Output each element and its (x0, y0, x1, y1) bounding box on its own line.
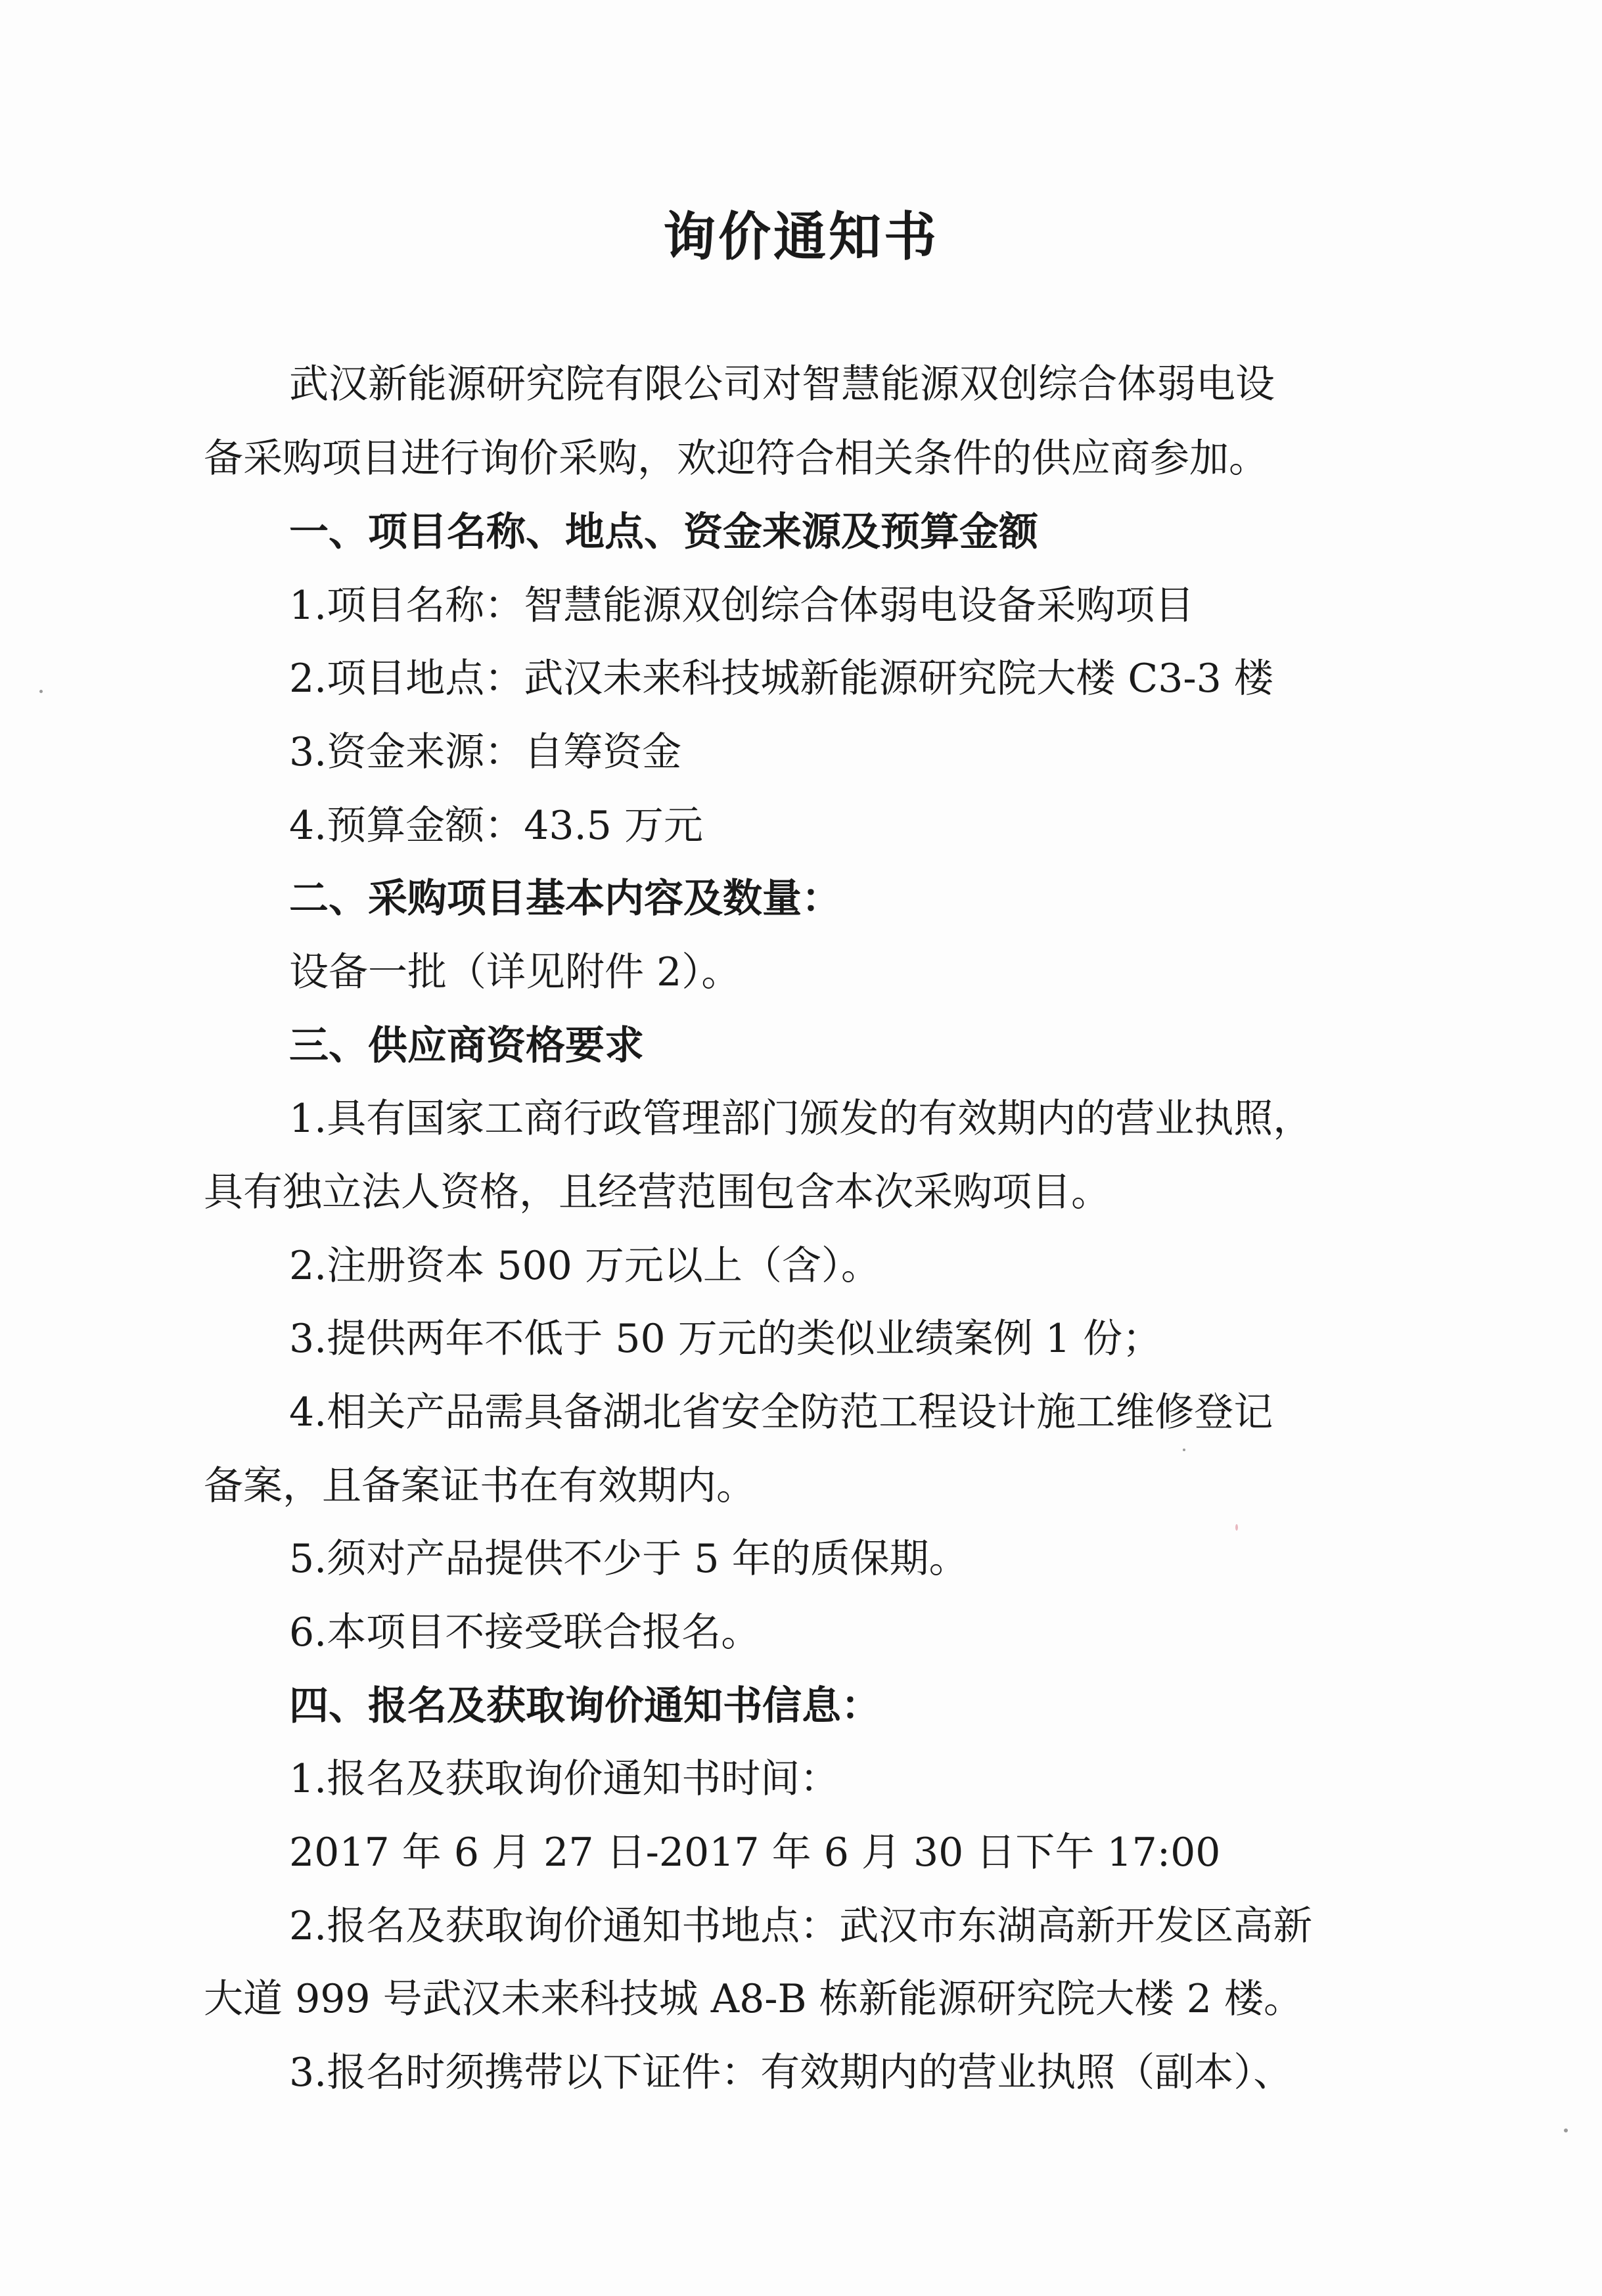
scan-speck (1235, 1524, 1238, 1531)
document-title: 询价通知书 (663, 206, 939, 267)
paragraph-line: 3.报名时须携带以下证件：有效期内的营业执照（副本）、 (289, 2050, 1293, 2096)
paragraph-line: 3.资金来源：自筹资金 (289, 729, 682, 775)
paragraph-line: 大道 999 号武汉未来科技城 A8-B 栋新能源研究院大楼 2 楼。 (204, 1976, 1303, 2022)
paragraph-line: 2.报名及获取询价通知书地点：武汉市东湖高新开发区高新 (289, 1903, 1313, 1949)
paragraph-line: 1.报名及获取询价通知书时间： (289, 1756, 840, 1802)
paragraph-line: 6.本项目不接受联合报名。 (289, 1609, 761, 1655)
section-heading: 四、报名及获取询价通知书信息： (289, 1683, 881, 1729)
paragraph-line: 具有独立法人资格，且经营范围包含本次采购项目。 (204, 1169, 1110, 1215)
paragraph-line: 设备一批（详见附件 2）。 (289, 949, 741, 995)
paragraph-line: 2.注册资本 500 万元以上（含）。 (289, 1243, 881, 1289)
scan-speck (1183, 1449, 1185, 1451)
paragraph-line: 5.须对产品提供不少于 5 年的质保期。 (289, 1536, 969, 1582)
section-heading: 三、供应商资格要求 (289, 1023, 644, 1069)
section-heading: 二、采购项目基本内容及数量： (289, 876, 841, 922)
paragraph-line: 备采购项目进行询价采购，欢迎符合相关条件的供应商参加。 (204, 436, 1268, 482)
paragraph-line: 2017 年 6 月 27 日-2017 年 6 月 30 日下午 17:00 (289, 1830, 1221, 1876)
paragraph-line: 备案，且备案证书在有效期内。 (204, 1463, 756, 1509)
paragraph-line: 1.项目名称：智慧能源双创综合体弱电设备采购项目 (289, 583, 1195, 629)
scan-speck (39, 690, 43, 693)
scan-speck (1564, 2128, 1568, 2132)
paragraph-line: 3.提供两年不低于 50 万元的类似业绩案例 1 份； (289, 1316, 1162, 1362)
paragraph-line: 1.具有国家工商行政管理部门颁发的有效期内的营业执照， (289, 1096, 1313, 1142)
section-heading: 一、项目名称、地点、资金来源及预算金额 (289, 509, 1038, 555)
paragraph-line: 武汉新能源研究院有限公司对智慧能源双创综合体弱电设 (289, 361, 1275, 407)
paragraph-line: 2.项目地点：武汉未来科技城新能源研究院大楼 C3-3 楼 (289, 656, 1273, 702)
paragraph-line: 4.相关产品需具备湖北省安全防范工程设计施工维修登记 (289, 1389, 1273, 1435)
paragraph-line: 4.预算金额：43.5 万元 (289, 803, 703, 849)
